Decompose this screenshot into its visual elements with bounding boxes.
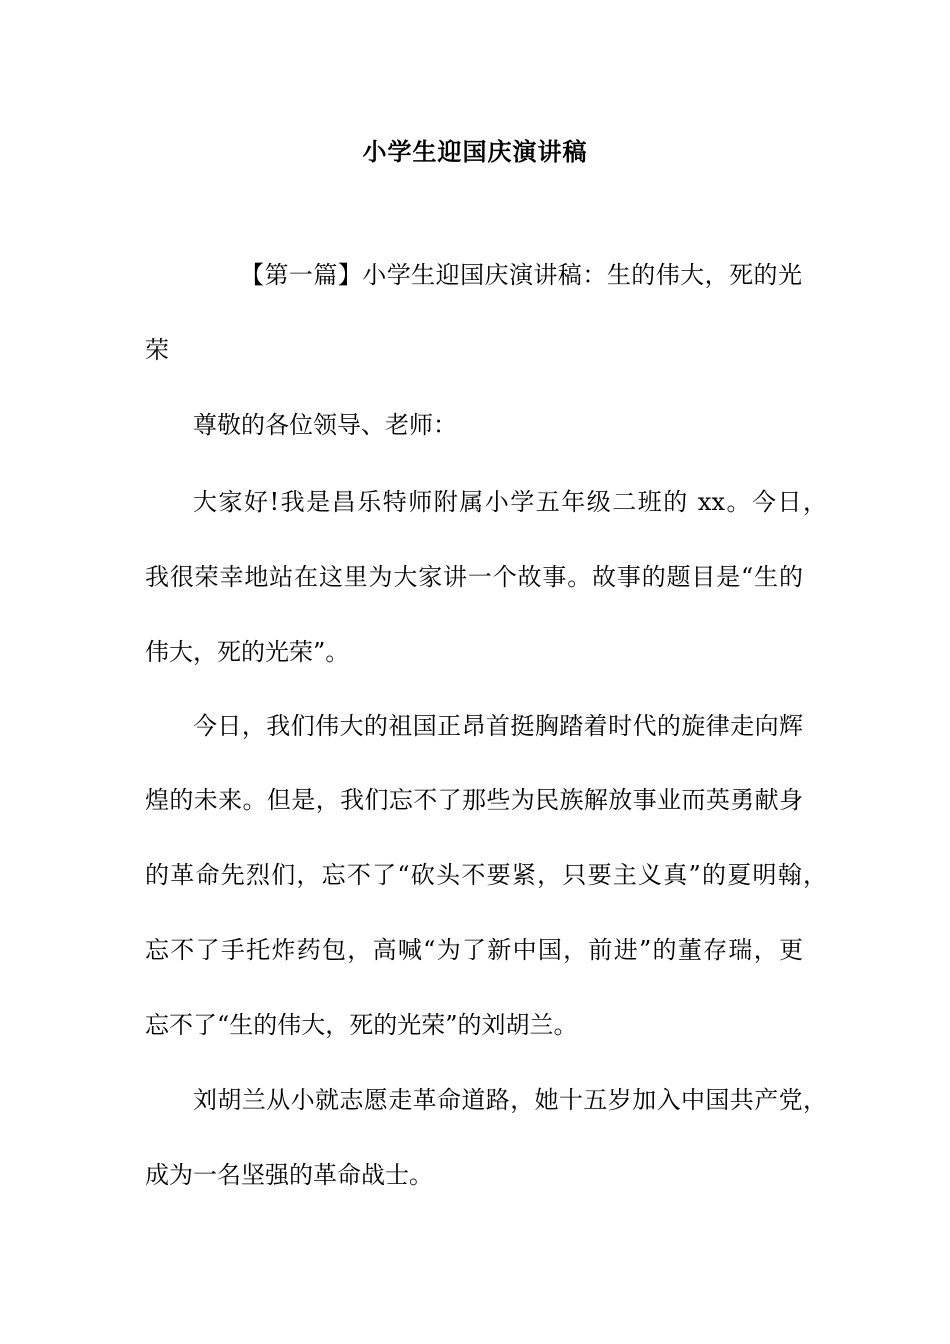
paragraph-line: 刘胡兰从小就志愿走革命道路，她十五岁加入中国共产党， [193, 1086, 827, 1114]
paragraph-line: 的革命先烈们，忘不了“砍头不要紧，只要主义真”的夏明翰， [145, 861, 827, 889]
paragraph-line: 今日，我们伟大的祖国正昂首挺胸踏着时代的旋律走向辉 [193, 712, 803, 740]
paragraph-line: 煌的未来。但是，我们忘不了那些为民族解放事业而英勇献身 [145, 786, 803, 814]
paragraph-line: 我很荣幸地站在这里为大家讲一个故事。故事的题目是“生的 [145, 563, 803, 591]
section-heading: 【第一篇】小学生迎国庆演讲稿：生的伟大，死的光 [240, 261, 802, 289]
paragraph-line: 伟大，死的光荣”。 [145, 638, 350, 666]
salutation: 尊敬的各位领导、老师： [193, 411, 457, 439]
paragraph-line: 成为一名坚强的革命战士。 [145, 1161, 433, 1189]
paragraph-line: 忘不了手托炸药包，高喊“为了新中国，前进”的董存瑞，更 [145, 936, 803, 964]
paragraph-line: 大家好!我是昌乐特师附属小学五年级二班的 xx。今日， [193, 488, 827, 516]
section-heading-continued: 荣 [145, 336, 169, 364]
paragraph-line: 忘不了“生的伟大，死的光荣”的刘胡兰。 [145, 1011, 578, 1039]
document-title: 小学生迎国庆演讲稿 [362, 138, 588, 166]
